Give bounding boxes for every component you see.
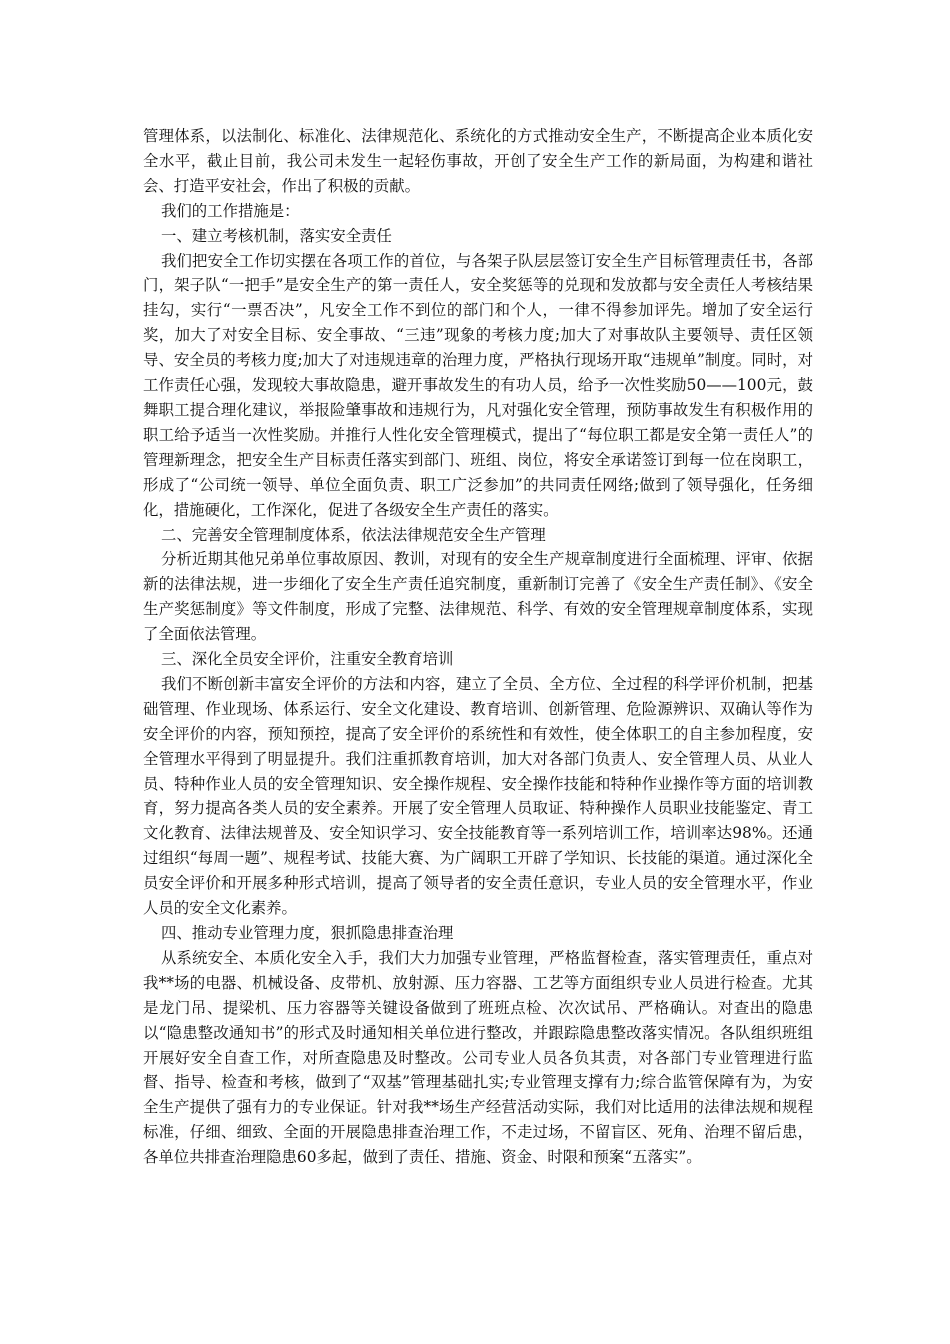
section-heading-3: 三、深化全员安全评价，注重安全教育培训 — [161, 650, 454, 669]
section-body-3: 我们不断创新丰富安全评价的方法和内容，建立了全员、全方位、全过程的科学评价机制，把基础管理、作业现场、体系运行、安全文化建设、教育培训、创新管理、危险源辨识、双确认等作为安全评价的内容，预知预控，提高了安全评价的系统性和有效性，使全体职工的自主参加程度，安全管理水平得到了明显提升。我们注重抓教育培训，加大对各部门负责人、安全管理人员、从业人员、特种作业人员的安全管理知识、安全操作规程、安全操作技能和特种作业操作等方面的培训教育，努力提高各类人员的安全素养。开展了安全管理人员取证、特种操作人员职业技能鉴定、青工文化教育、法律法规普及、安全知识学习、安全技能教育等一系列培训工作，培训率达98%。还通过组织“每周一题”、规程考试、技能大赛、为广阔职工开辟了学知识、长技能的渠道。通过深化全员安全评价和开展多种形式培训，提高了领导者的安全责任意识，专业人员的安全管理水平，作业人员的安全文化素养。 — [143, 674, 813, 918]
document-body — [143, 124, 813, 1170]
section-body-4: 从系统安全、本质化安全入手，我们大力加强专业管理，严格监督检查，落实管理责任，重点对我**场的电器、机械设备、皮带机、放射源、压力容器、工艺等方面组织专业人员进行检查。尤其是龙门吊、提梁机、压力容器等关键设备做到了班班点检、次次试吊、严格确认。对查出的隐患以“隐患整改通知书”的形式及时通知相关单位进行整改，并跟踪隐患整改落实情况。各队组织班组开展好安全自查工作，对所查隐患及时整改。公司专业人员各负其责，对各部门专业管理进行监督、指导、检查和考核，做到了“双基”管理基础扎实;专业管理支撑有力;综合监管保障有为，为安全生产提供了强有力的专业保证。针对我**场生产经营活动实际，我们对比适用的法律法规和规程标准，仔细、细致、全面的开展隐患排查治理工作，不走过场，不留盲区、死角、治理不留后患，各单位共排查治理隐患60多起，做到了责任、措施、资金、时限和预案“五落实”。 — [143, 948, 813, 1167]
paragraph-intro: 管理体系，以法制化、标准化、法律规范化、系统化的方式推动安全生产，不断提高企业本质化安全水平，截止目前，我公司未发生一起轻伤事故，开创了安全生产工作的新局面，为构建和谐社会、打造平安社会，作出了积极的贡献。 — [143, 127, 813, 195]
section-body-2: 分析近期其他兄弟单位事故原因、教训，对现有的安全生产规章制度进行全面梳理、评审、依据新的法律法规，进一步细化了安全生产责任追究制度，重新制订完善了《安全生产责任制》、《安全生产奖惩制度》等文件制度，形成了完整、法律规范、科学、有效的安全管理规章制度体系，实现了全面依法管理。 — [143, 550, 813, 644]
section-body-1: 我们把安全工作切实摆在各项工作的首位，与各架子队层层签订安全生产目标管理责任书，各部门，架子队“一把手”是安全生产的第一责任人，安全奖惩等的兑现和发放都与安全责任人考核结果挂勾，实行“一票否决”，凡安全工作不到位的部门和个人，一律不得参加评先。增加了安全运行奖，加大了对安全目标、安全事故、“三违”现象的考核力度;加大了对事故队主要领导、责任区领导、安全员的考核力度;加大了对违规违章的治理力度，严格执行现场开取“违规单”制度。同时，对工作责任心强，发现较大事故隐患，避开事故发生的有功人员，给予一次性奖励50——100元，鼓舞职工提合理化建议，举报险肇事故和违规行为，凡对强化安全管理，预防事故发生有积极作用的职工给予适当一次性奖励。并推行人性化安全管理模式，提出了“每位职工都是安全第一责任人”的管理新理念，把安全生产目标责任落实到部门、班组、岗位，将安全承诺签订到每一位在岗职工，形成了“公司统一领导、单位全面负责、职工广泛参加”的共同责任网络;做到了领导强化，任务细化，措施硬化，工作深化，促进了各级安全生产责任的落实。 — [143, 251, 813, 519]
section-heading-1: 一、建立考核机制，落实安全责任 — [161, 226, 392, 245]
measures-intro-line: 我们的工作措施是： — [161, 201, 300, 220]
section-heading-4: 四、推动专业管理力度，狠抓隐患排查治理 — [161, 924, 454, 942]
section-heading-2: 二、完善安全管理制度体系，依法法律规范安全生产管理 — [161, 525, 546, 544]
